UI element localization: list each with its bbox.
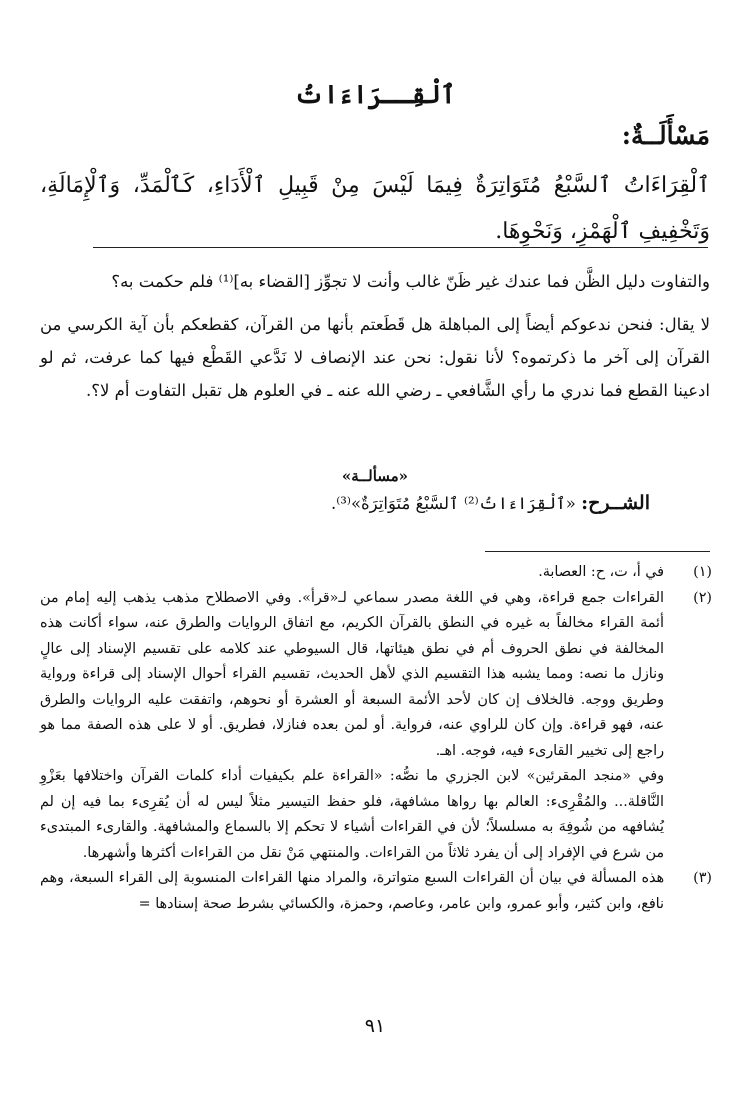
footnote-text: وفي «منجد المقرئين» لابن الجزري ما نصُّه: «القراءة علم بكيفيات أداء كلمات القرآن واختلافها بعَزْوِ النَّاقلة... والمُقْرِىء: العالم بها رواها مشافهة، فلو حفظ التيسير مثلاً ليس له أن يُقرِىء بما فيه إن لم يُشافهه من شُوفِهَ به مسلسلاً؛ لأن في القراءات أشياء لا تحكم إلا بالسماع والمشافهة. والقارىء المبتدىء من شرع في الإفراد إلى أن يفرد ثلاثاً من القراءات. والمنتهي مَنْ نقل من القراءات أكثرها وأشهرها. bbox=[40, 768, 664, 861]
matn-divider bbox=[93, 247, 708, 248]
section-title: ٱلْقِــرَاءَاتُ bbox=[294, 80, 456, 109]
footnote-number: (٢) bbox=[693, 589, 712, 606]
sharh-paragraph-1: والتفاوت دليل الظَّن فما عندك غير ظَنّ غالب وأنت لا تجوِّز [القضاء به]⁽¹⁾ فلم حكمت به؟ bbox=[111, 272, 710, 291]
footnote-divider bbox=[485, 551, 710, 552]
sub-heading: «مسألــة» bbox=[341, 467, 409, 485]
sharh-paragraph-2: لا يقال: فنحن ندعوكم أيضاً إلى المباهلة هل قَطَعتم بأنها من القرآن، كقطعكم بأن آية الكرسي من القرآن إلى آخر ما ذكرتموه؟ لأنا نقول: نحن عند الإنصاف لا نَدَّعي القَطْع فيها كما عرفت، ثم لو ادعينا القطع فما ندري ما رأي الشَّافعي ـ رضي الله عنه ـ في العلوم هل تقبل التفاوت أم لا؟. bbox=[40, 315, 710, 400]
footnote-text: في أ، ت، ح: العصابة. bbox=[538, 564, 664, 580]
sharh-label: الشــرح: bbox=[581, 492, 650, 514]
sharh-commentary bbox=[40, 265, 710, 417]
masala-heading: مَسْأَلَــةٌ: bbox=[621, 121, 710, 150]
footnote-2 bbox=[40, 586, 712, 867]
footnote-text: القراءات جمع قراءة، وهي في اللغة مصدر سماعي لـ«قرأ». وفي الاصطلاح مذهب يذهب إليه إمام من أئمة القراء مخالفاً به غيره في النطق بالقرآن الكريم، مع اتفاق الروايات والطرق عنه، سواء أكانت هذه المخالفة في نطق الحروف أم في نطق هيئاتها، قال السيوطي عند كلامه على تقسيم الإسناد إلى عالٍ ونازل ما نصه: ومما يشبه هذا التقسيم الذي لأهل الحديث، تقسيم القراء أحوال الإسناد إلى قراءة ورواية وطريق ووجه. فالخلاف إن كان لأحد الأئمة السبعة أو العشرة أو نحوهم، واتفقت عليه الروايات والطرق عنه، فهو قراءة. وإن كان للراوي عنه، فرواية. أو لمن بعده فنازلا، فطريق. أو لا على هذه الصفة مما هو راجع إلى تخيير القارىء فيه، فوجه. اهـ. bbox=[40, 589, 664, 759]
matn-text: ٱلْقِرَاءَاتُ ٱلسَّبْعُ مُتَوَاتِرَةٌ فِيمَا لَيْسَ مِنْ قَبِيلِ ٱلْأَدَاءِ، كَٱلْمَدِّ، وَٱلْإِمَالَةِ، وَتَخْفِيفِ ٱلْهَمْزِ، وَنَحْوِهَا. bbox=[40, 173, 710, 244]
footnote-number: (١) bbox=[693, 564, 712, 580]
sharh-quote: «ٱلْقِرَاءَاتُ⁽²⁾ ٱلسَّبْعُ مُتَوَاتِرَةٌ»⁽³⁾. bbox=[330, 494, 576, 513]
page-number: ٩١ bbox=[364, 1015, 386, 1037]
footnote-3 bbox=[40, 866, 712, 917]
footnote-body bbox=[40, 866, 664, 917]
sharh-line bbox=[331, 492, 650, 514]
footnote-text: هذه المسألة في بيان أن القراءات السبع متواترة، والمراد منها القراءات المنسوبة إلى القراء السبعة، وهم نافع، وابن كثير، وأبو عمرو، وابن عامر، وعاصم، وحمزة، والكسائي بشرط صحة إسنادها = bbox=[40, 870, 664, 912]
footnote-1 bbox=[40, 560, 712, 586]
footnote-number: (٣) bbox=[693, 870, 712, 886]
footnote-body bbox=[40, 560, 664, 586]
footnotes bbox=[40, 560, 712, 917]
footnote-body bbox=[40, 586, 664, 867]
